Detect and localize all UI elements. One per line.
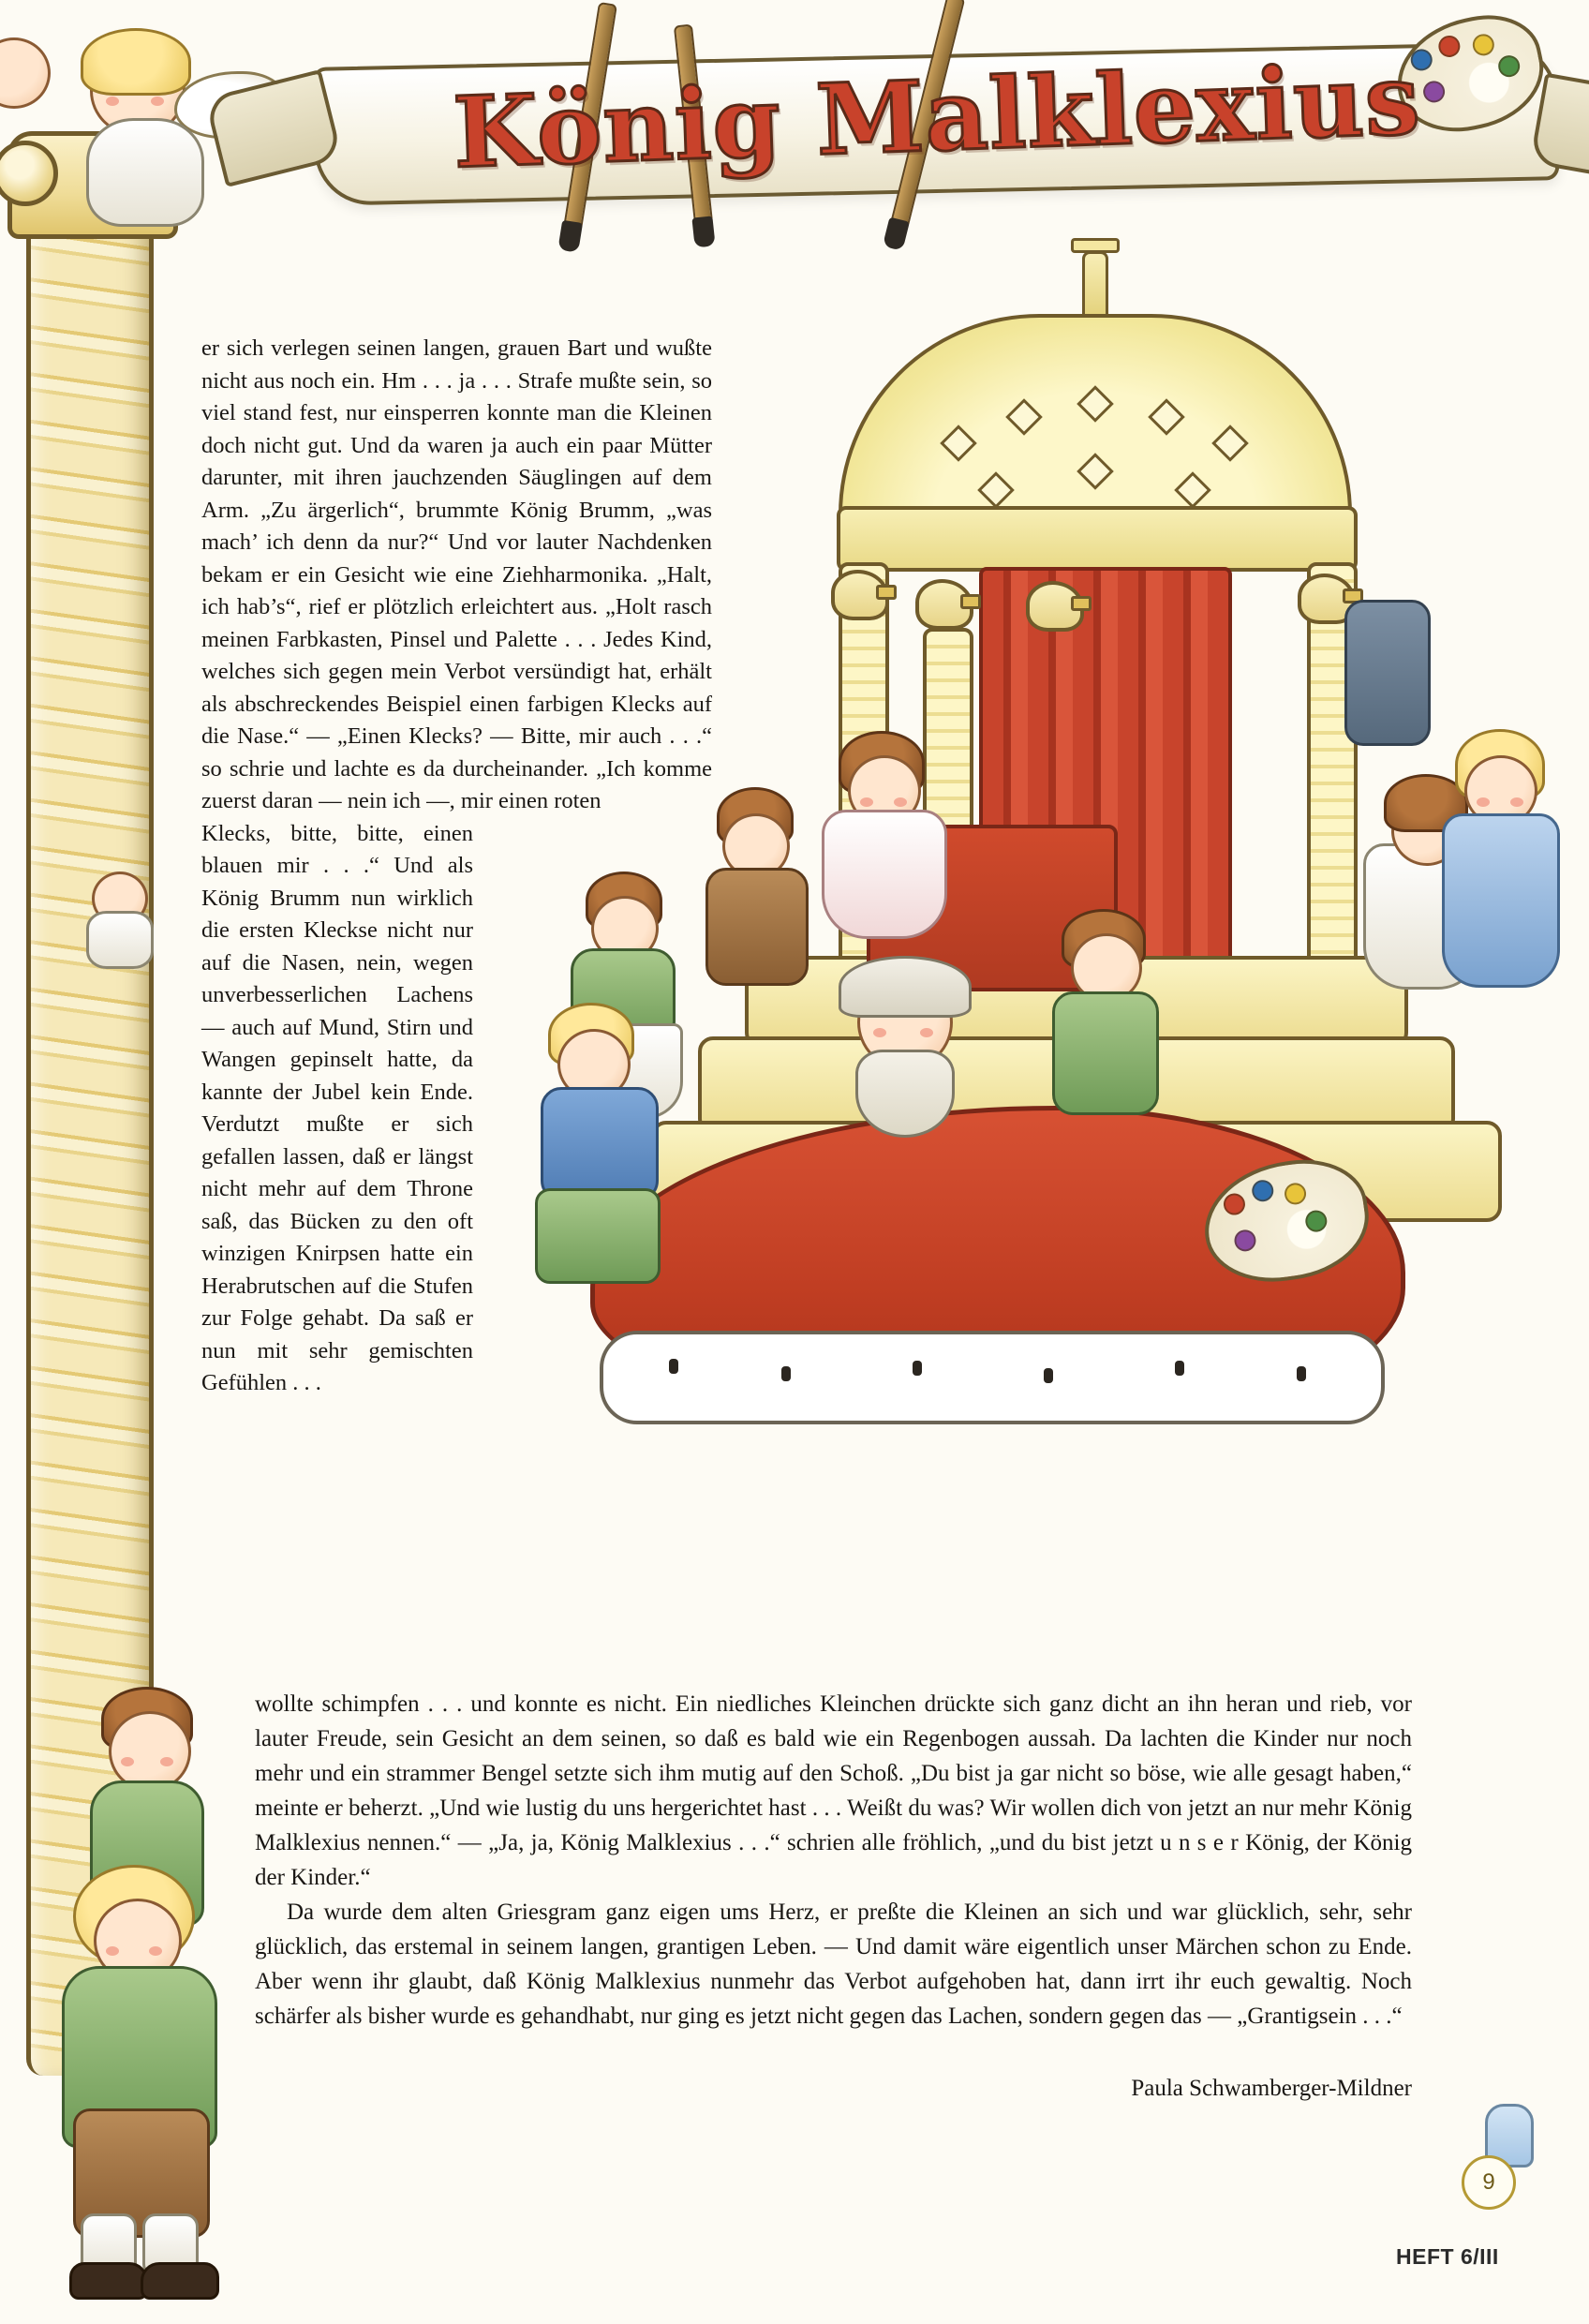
paragraph-2: Klecks, bitte, bitte, einen blauen mir . . .“ Und als König Brumm nun wirklich die ersten Kleckse nicht nur auf die Nasen, nein, wegen unverbesserlichen Lachens — auch auf Mund, Stirn und Wangen gepinselt hatte, da kannte der Jubel kein Ende. Verdutzt mußte er sich gefallen lassen, daß er längst nicht mehr auf dem Throne saß, das Bücken zu den oft winzigen Knirpsen hatte ein Herabrutschen auf die Stufen zur Folge gehabt. Da saß er nun mit sehr gemischten Gefühlen . . . <box>201 820 473 1395</box>
issue-label: HEFT 6/III <box>1396 2244 1499 2269</box>
child-body-climb-2 <box>705 868 809 986</box>
canopy-dome <box>839 314 1352 537</box>
child-body-mid <box>86 911 154 969</box>
page-title: König Malklexius <box>451 41 1423 190</box>
cherub-icon-partial <box>0 37 51 109</box>
decorative-left-column <box>0 0 197 2324</box>
bird-icon-2 <box>915 579 973 630</box>
child-body-right-1 <box>1052 991 1159 1115</box>
cherub-hair <box>81 28 191 96</box>
child-shoe-right <box>141 2262 219 2300</box>
child-dress-throne <box>822 810 947 939</box>
article-bottom-text <box>255 1687 1412 2034</box>
robe-ermine-hem <box>600 1331 1385 1424</box>
author-signature: Paula Schwamberger-Mildner <box>1131 2076 1412 2101</box>
title-banner <box>281 9 1583 244</box>
paragraph-4: Da wurde dem alten Griesgram ganz eigen ums Herz, er preßte die Kleinen an sich und war glücklich, sehr, sehr glücklich, das erstemal in seinem langen, grantigen Leben. — Und damit wäre eigentlich unser Märchen schon zu Ende. Aber wenn ihr glaubt, daß König Malklexius nunmehr das Verbot aufgehoben hat, dann irrt ihr euch gewaltig. Noch schärfer als bisher wurde es gehandhabt, nur ging es jetzt nicht gegen das Lachen, sondern gegen das — „Grantigsein . . .“ <box>255 1899 1412 2029</box>
page-number: 9 <box>1462 2155 1516 2210</box>
paragraph-1: er sich verlegen seinen langen, grauen Bart und wußte nicht aus noch ein. Hm . . . ja . . . Strafe mußte sein, so viel stand fest, nur einsperren konnte man die Kleinen doch nicht gut. Und da waren ja auch ein paar Mütter darunter, mit ihren jauchzenden Säuglingen auf dem Arm. „Zu ärgerlich“, brummte König Brumm, „was mach’ ich denn da nur?“ Und vor lauter Nachdenken bekam er ein Gesicht wie eine Ziehharmonika. „Halt, ich hab’s“, rief er plötzlich erleichtert aus. „Holt rasch meinen Farbkasten, Pinsel und Palette . . . Jedes Kind, welches sich gegen mein Verbot versündigt hat, erhält als abschreckendes Beispiel einen farbigen Klecks auf die Nase.“ — „Einen Klecks? — Bitte, mir auch . . .“ so schrie und lachte es da durcheinander. „Ich komme zuerst daran — nein ich —, mir einen roten <box>201 335 712 813</box>
canopy-frieze <box>837 506 1358 572</box>
paragraph-3: wollte schimpfen . . . und konnte es nicht. Ein niedliches Kleinchen drückte sich ganz dicht an ihn heran und rieb, vor lauter Freude, sein Gesicht an dem seinen, so daß es bald wie ein Regenbogen aussah. Da lachten die Kinder nur noch mehr und ein strammer Bengel setzte sich ihm mutig auf den Schoß. „Du bist ja gar nicht so böse, wie alle gesagt haben,“ meinte er beherzt. „Und wie lustig du uns hergerichtet hast . . . Weißt du was? Wir wollen dich von jetzt an nur mehr König Malklexius nennen.“ — „Ja, ja, König Malklexius . . .“ schrien alle fröhlich, „und du bist jetzt u n s e r König, der König der Kinder.“ <box>255 1691 1412 1890</box>
article-column-text <box>201 333 712 1400</box>
cherub-body <box>86 118 204 227</box>
child-body-back-climb <box>1344 600 1431 746</box>
bird-icon-3 <box>1026 581 1084 632</box>
king-beard <box>855 1050 955 1138</box>
child-dress-right-blue <box>1442 813 1560 988</box>
bird-icon-1 <box>831 570 889 620</box>
child-shoe-left <box>69 2262 148 2300</box>
king-hair <box>839 956 972 1018</box>
